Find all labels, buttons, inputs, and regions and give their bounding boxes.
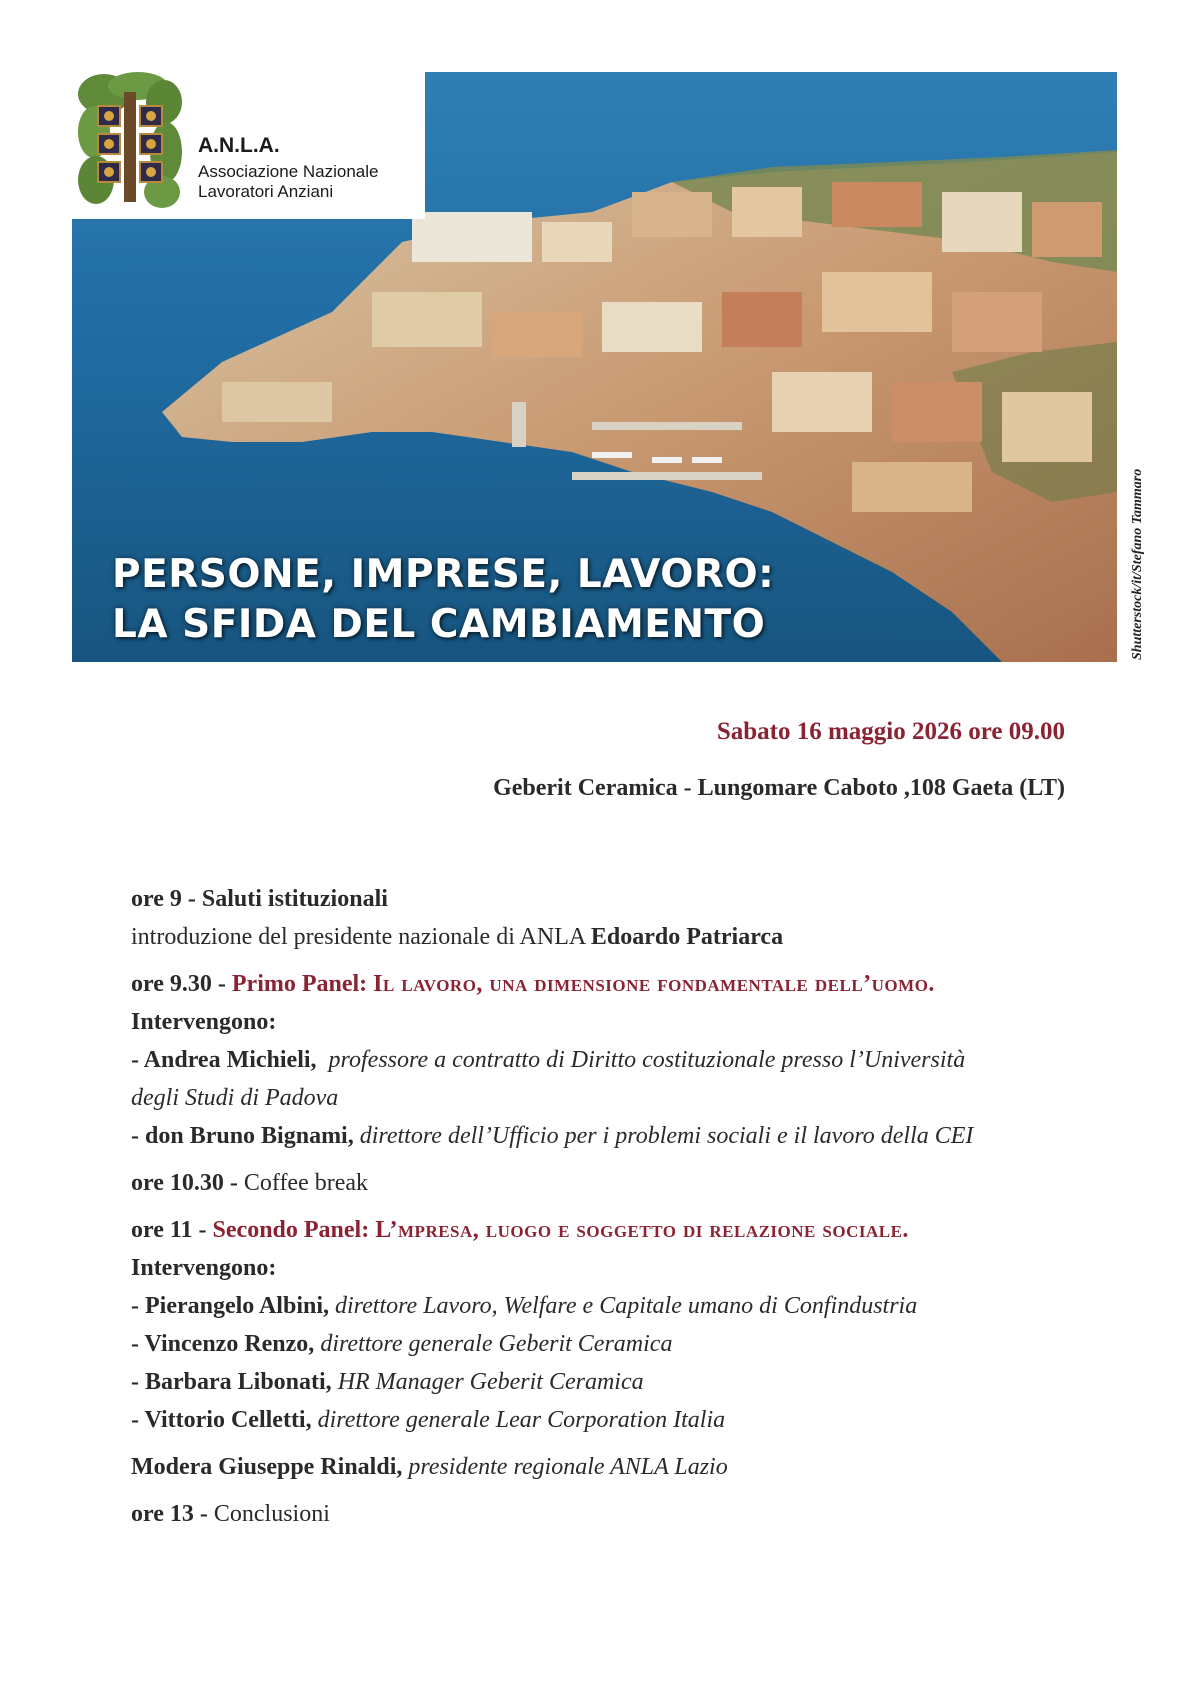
session-time: ore 9.30 - <box>131 971 226 997</box>
event-date: Sabato 16 maggio 2026 ore 09.00 <box>716 718 1065 745</box>
speaker-name: - Vittorio Celletti, <box>131 1407 312 1433</box>
speaker-role: direttore generale Lear Corporation Italia <box>317 1407 726 1433</box>
speaker-role: HR Manager Geberit Ceramica <box>337 1369 644 1395</box>
session-panel-2 <box>131 1211 1081 1249</box>
intro-text: introduzione del presidente nazionale di ANLA <box>131 924 585 950</box>
speaker-role: direttore generale Geberit Ceramica <box>320 1331 673 1357</box>
moderator <box>131 1448 1081 1486</box>
intro-speaker: Edoardo Patriarca <box>590 924 784 950</box>
session-time: ore 11 - <box>131 1217 207 1243</box>
speaker-role: direttore Lavoro, Welfare e Capitale umano di Confindustria <box>335 1293 918 1319</box>
session-title: Saluti istituzionali <box>201 886 388 912</box>
session-intro <box>131 918 1081 956</box>
speaker-item <box>131 1325 1081 1363</box>
logo-name-line-2: Lavoratori Anziani <box>198 182 334 201</box>
speaker-name: - don Bruno Bignami, <box>131 1123 354 1149</box>
title-line-2: LA SFIDA DEL CAMBIAMENTO <box>112 602 766 647</box>
anla-logo <box>72 68 425 219</box>
speaker-name: - Barbara Libonati, <box>131 1369 332 1395</box>
speaker-item <box>131 1117 1081 1155</box>
session-time: ore 13 - <box>131 1501 208 1527</box>
panel-title: L’mpresa, luogo e soggetto di relazione sociale. <box>375 1217 909 1243</box>
speaker-name: - Andrea Michieli, <box>131 1047 317 1073</box>
speaker-name: - Vincenzo Renzo, <box>131 1331 315 1357</box>
speaker-role: professore a contratto di Diritto costituzionale presso l’Università <box>328 1047 966 1073</box>
speaker-role-cont: degli Studi di Padova <box>131 1085 339 1111</box>
event-venue: Geberit Ceramica - Lungomare Caboto ,108 Gaeta (LT) <box>493 775 1065 801</box>
speaker-name: - Pierangelo Albini, <box>131 1293 329 1319</box>
program <box>131 880 1081 1533</box>
speakers-label: Intervengono: <box>131 1255 277 1281</box>
session-time: ore 10.30 - <box>131 1170 238 1196</box>
logo-acronym: A.N.L.A. <box>198 134 280 157</box>
session-title: Conclusioni <box>213 1501 330 1527</box>
logo-name-line-1: Associazione Nazionale <box>198 162 379 181</box>
session-coffee <box>131 1164 1081 1202</box>
tree-emblem-icon <box>76 72 182 210</box>
speakers-label: Intervengono: <box>131 1009 277 1035</box>
session-conclusions <box>131 1495 1081 1533</box>
moderator-role: presidente regionale ANLA Lazio <box>408 1454 728 1480</box>
event-title <box>112 550 774 650</box>
speaker-item <box>131 1401 1081 1439</box>
panel-title: Il lavoro, una dimensione fondamentale dell’uomo. <box>373 971 935 997</box>
moderator-name: Modera Giuseppe Rinaldi, <box>131 1454 403 1480</box>
speaker-role: direttore dell’Ufficio per i problemi sociali e il lavoro della CEI <box>359 1123 974 1149</box>
speaker-item <box>131 1287 1081 1325</box>
session-panel-1 <box>131 965 1081 1003</box>
speaker-item <box>131 1363 1081 1401</box>
title-line-1: PERSONE, IMPRESE, LAVORO: <box>112 552 775 597</box>
session-greetings <box>131 880 1081 918</box>
speaker-item <box>131 1041 1081 1079</box>
panel-label: Primo Panel: <box>231 971 368 997</box>
logo-fullname <box>198 162 379 202</box>
panel-label: Secondo Panel: <box>212 1217 370 1243</box>
photo-credit: Shutterstock/it/Stefano Tammaro <box>1130 468 1145 660</box>
session-title: Coffee break <box>243 1170 369 1196</box>
session-time: ore 9 - <box>131 886 196 912</box>
